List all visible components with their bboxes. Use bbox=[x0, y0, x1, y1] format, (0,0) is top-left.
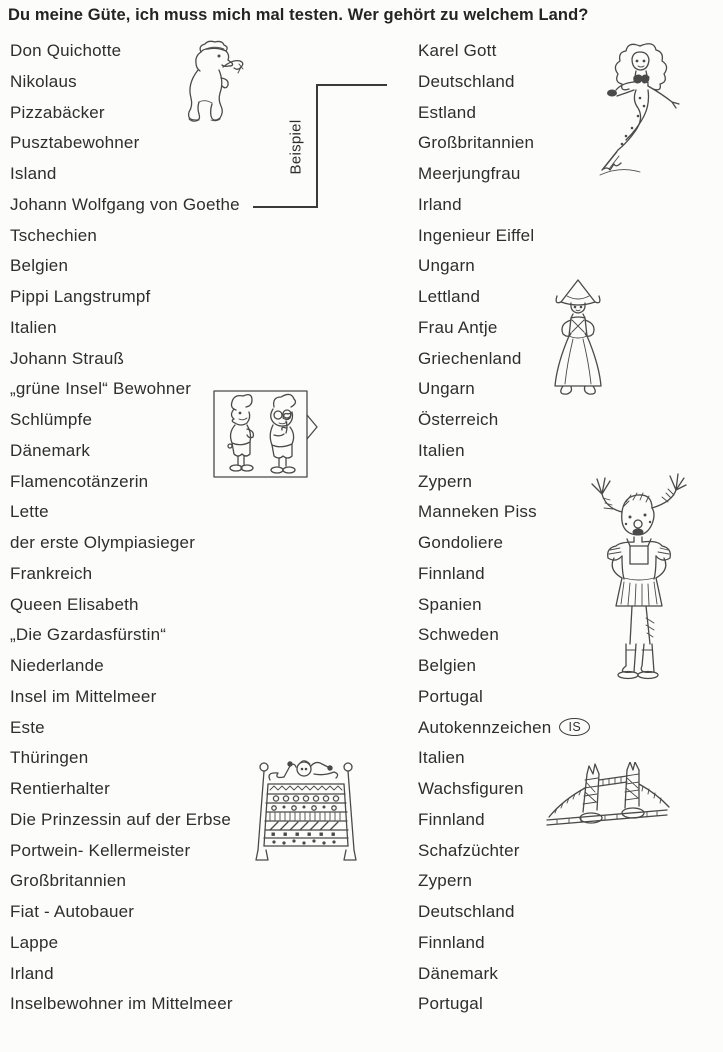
tower-bridge-illustration bbox=[543, 762, 673, 834]
list-item: Finnland bbox=[418, 809, 485, 829]
list-item: Tschechien bbox=[10, 225, 98, 245]
list-item: Die Prinzessin auf der Erbse bbox=[10, 809, 232, 829]
list-item: Portugal bbox=[418, 686, 483, 706]
list-item: Portugal bbox=[418, 994, 483, 1014]
list-item: Johann Strauß bbox=[10, 348, 125, 368]
list-item: Pippi Langstrumpf bbox=[10, 287, 151, 306]
princess-and-the-pea-bed-illustration bbox=[250, 750, 362, 865]
list-item: Johann Wolfgang von Goethe bbox=[10, 194, 240, 214]
list-item: Pizzabäcker bbox=[10, 102, 105, 122]
list-item: Irland bbox=[10, 963, 54, 983]
list-item: Italien bbox=[10, 317, 57, 337]
list-item: Estland bbox=[418, 102, 477, 122]
list-item: Rentierhalter bbox=[10, 779, 110, 798]
list-item: Schafzüchter bbox=[418, 840, 520, 860]
list-item: Wachsfiguren bbox=[418, 779, 524, 798]
list-item: Dänemark bbox=[10, 440, 91, 460]
list-item: Este bbox=[10, 717, 45, 737]
list-item: Meerjungfrau bbox=[418, 164, 521, 183]
list-item: Lappe bbox=[10, 932, 59, 952]
list-item: Schweden bbox=[418, 625, 499, 645]
list-item: Pusztabewohner bbox=[10, 133, 140, 153]
list-item: Insel im Mittelmeer bbox=[10, 686, 157, 706]
list-item: Manneken Piss bbox=[418, 502, 537, 522]
list-item: Spanien bbox=[418, 594, 482, 614]
list-item: Zypern bbox=[418, 471, 473, 491]
example-label: Beispiel bbox=[287, 119, 305, 175]
list-item: der erste Olympiasieger bbox=[10, 533, 196, 552]
list-item: Frau Antje bbox=[418, 317, 498, 337]
pippi-longstocking-illustration bbox=[588, 472, 690, 700]
list-item: Belgien bbox=[10, 256, 69, 276]
list-item: Deutschland bbox=[418, 902, 515, 921]
list-item-text: Autokennzeichen bbox=[418, 717, 552, 737]
list-item: Belgien bbox=[418, 656, 477, 675]
list-item: Fiat - Autobauer bbox=[10, 902, 135, 921]
list-item: Inselbewohner im Mittelmeer bbox=[10, 994, 233, 1014]
list-item: Island bbox=[10, 164, 57, 183]
example-connector-line bbox=[250, 80, 390, 212]
smurfs-illustration bbox=[210, 385, 318, 483]
list-item: „grüne Insel“ Bewohner bbox=[10, 379, 192, 399]
list-item: Großbritannien bbox=[10, 871, 127, 891]
list-item: Deutschland bbox=[418, 71, 515, 91]
list-item: Lettland bbox=[418, 287, 481, 306]
mermaid-illustration bbox=[592, 38, 692, 183]
list-item bbox=[418, 713, 718, 744]
page-title: Du meine Güte, ich muss mich mal testen. Wer gehört zu welchem Land? bbox=[8, 6, 589, 24]
dancing-bear-illustration bbox=[183, 40, 250, 125]
list-item: Nikolaus bbox=[10, 71, 77, 91]
list-item: Gondoliere bbox=[418, 533, 504, 552]
list-item: Karel Gott bbox=[418, 41, 497, 60]
list-item: Schlümpfe bbox=[10, 410, 93, 429]
list-item: Flamencotänzerin bbox=[10, 471, 149, 491]
list-item: Österreich bbox=[418, 410, 499, 429]
list-item: Lette bbox=[10, 502, 49, 522]
list-item: Finnland bbox=[418, 563, 485, 583]
list-item: Zypern bbox=[418, 871, 473, 891]
list-item: Finnland bbox=[418, 932, 485, 952]
list-item: Griechenland bbox=[418, 348, 522, 368]
list-item: Italien bbox=[418, 440, 465, 460]
dutch-woman-illustration bbox=[545, 278, 611, 406]
list-item: Frankreich bbox=[10, 563, 93, 583]
list-item: Italien bbox=[418, 748, 465, 768]
list-item: Ungarn bbox=[418, 256, 475, 276]
list-item: Ingenieur Eiffel bbox=[418, 225, 535, 245]
list-item: Don Quichotte bbox=[10, 41, 122, 60]
list-item: Portwein- Kellermeister bbox=[10, 840, 191, 860]
list-item: Dänemark bbox=[418, 963, 499, 983]
list-item: Queen Elisabeth bbox=[10, 594, 139, 614]
list-item: Großbritannien bbox=[418, 133, 535, 153]
list-item: „Die Gzardasfürstin“ bbox=[10, 625, 167, 645]
list-item: Thüringen bbox=[10, 748, 89, 768]
list-item: Irland bbox=[418, 194, 462, 214]
list-item: Niederlande bbox=[10, 656, 104, 675]
license-plate-badge: IS bbox=[559, 718, 590, 736]
list-item: Ungarn bbox=[418, 379, 475, 399]
